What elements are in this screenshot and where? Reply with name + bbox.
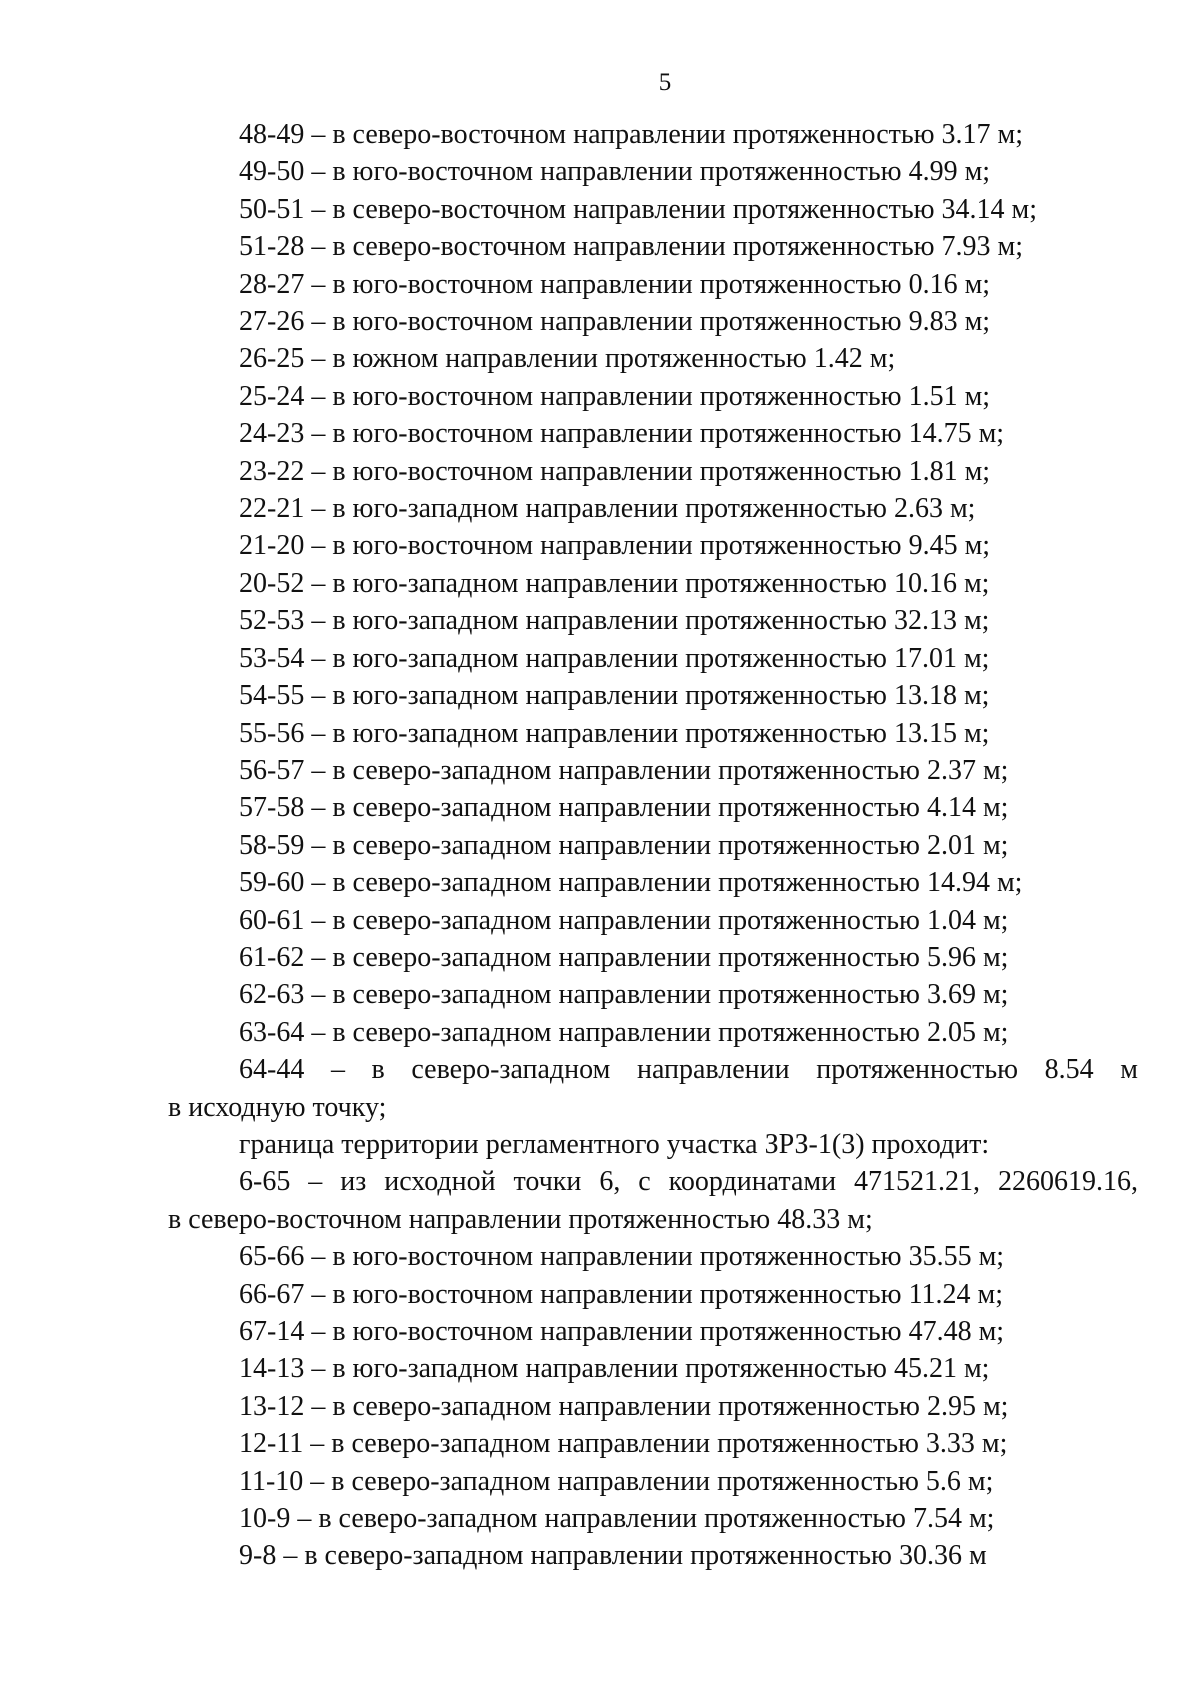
segment-line: 28-27 – в юго-восточном направлении протяженностью 0.16 м;: [239, 268, 991, 300]
segment-line: 13-12 – в северо-западном направлении протяженностью 2.95 м;: [239, 1390, 1009, 1422]
segment-line: 61-62 – в северо-западном направлении протяженностью 5.96 м;: [239, 941, 1009, 973]
segment-line: 22-21 – в юго-западном направлении протяженностью 2.63 м;: [239, 493, 976, 525]
segment-line: 55-56 – в юго-западном направлении протяженностью 13.15 м;: [239, 717, 990, 749]
paragraph-continuation: в северо-восточном направлении протяженностью 48.33 м;: [168, 1203, 873, 1235]
segment-line: 24-23 – в юго-восточном направлении протяженностью 14.75 м;: [239, 418, 1005, 450]
segment-line: 53-54 – в юго-западном направлении протяженностью 17.01 м;: [239, 642, 990, 674]
segment-line: 62-63 – в северо-западном направлении протяженностью 3.69 м;: [239, 979, 1009, 1011]
segment-line: 65-66 – в юго-восточном направлении протяженностью 35.55 м;: [239, 1241, 1005, 1273]
segment-line: 14-13 – в юго-западном направлении протяженностью 45.21 м;: [239, 1353, 990, 1385]
page-number: 5: [658, 69, 672, 96]
segment-line: 57-58 – в северо-западном направлении протяженностью 4.14 м;: [239, 792, 1009, 824]
paragraph-first-line: 6-65 – из исходной точки 6, с координатами 471521.21, 2260619.16,: [239, 1166, 1138, 1198]
segment-list-b: [168, 1238, 1138, 1575]
border-heading: граница территории регламентного участка ЗРЗ-1(3) проходит:: [239, 1128, 990, 1160]
segment-paragraph-64-44: [168, 1051, 1138, 1126]
segment-line: 26-25 – в южном направлении протяженностью 1.42 м;: [239, 343, 896, 375]
segment-line: 12-11 – в северо-западном направлении протяженностью 3.33 м;: [239, 1428, 1008, 1460]
segment-line: 9-8 – в северо-западном направлении протяженностью 30.36 м: [239, 1540, 987, 1572]
paragraph-first-line: 64-44 – в северо-западном направлении протяженностью 8.54 м: [239, 1054, 1138, 1086]
segment-line: 66-67 – в юго-восточном направлении протяженностью 11.24 м;: [239, 1278, 1004, 1310]
segment-line: 27-26 – в юго-восточном направлении протяженностью 9.83 м;: [239, 306, 991, 338]
segment-line: 50-51 – в северо-восточном направлении протяженностью 34.14 м;: [239, 193, 1038, 225]
segment-line: 25-24 – в юго-восточном направлении протяженностью 1.51 м;: [239, 380, 991, 412]
segment-line: 56-57 – в северо-западном направлении протяженностью 2.37 м;: [239, 754, 1009, 786]
segment-line: 54-55 – в юго-западном направлении протяженностью 13.18 м;: [239, 680, 990, 712]
segment-list-a: [168, 116, 1138, 1051]
document-body: [168, 116, 1138, 1575]
segment-line: 23-22 – в юго-восточном направлении протяженностью 1.81 м;: [239, 455, 991, 487]
segment-line: 10-9 – в северо-западном направлении протяженностью 7.54 м;: [239, 1503, 995, 1535]
segment-line: 63-64 – в северо-западном направлении протяженностью 2.05 м;: [239, 1016, 1009, 1048]
segment-line: 59-60 – в северо-западном направлении протяженностью 14.94 м;: [239, 867, 1023, 899]
segment-line: 60-61 – в северо-западном направлении протяженностью 1.04 м;: [239, 904, 1009, 936]
segment-line: 48-49 – в северо-восточном направлении протяженностью 3.17 м;: [239, 119, 1024, 150]
segment-line: 20-52 – в юго-западном направлении протяженностью 10.16 м;: [239, 567, 990, 599]
segment-line: 49-50 – в юго-восточном направлении протяженностью 4.99 м;: [239, 156, 991, 188]
segment-line: 51-28 – в северо-восточном направлении протяженностью 7.93 м;: [239, 231, 1024, 263]
segment-line: 11-10 – в северо-западном направлении протяженностью 5.6 м;: [239, 1465, 994, 1497]
segment-line: 21-20 – в юго-восточном направлении протяженностью 9.45 м;: [239, 530, 991, 562]
paragraph-continuation: в исходную точку;: [168, 1091, 387, 1123]
segment-line: 67-14 – в юго-восточном направлении протяженностью 47.48 м;: [239, 1316, 1005, 1347]
segment-line: 52-53 – в юго-западном направлении протяженностью 32.13 м;: [239, 605, 990, 637]
segment-line: 58-59 – в северо-западном направлении протяженностью 2.01 м;: [239, 829, 1009, 861]
segment-paragraph-6-65: [168, 1163, 1138, 1238]
